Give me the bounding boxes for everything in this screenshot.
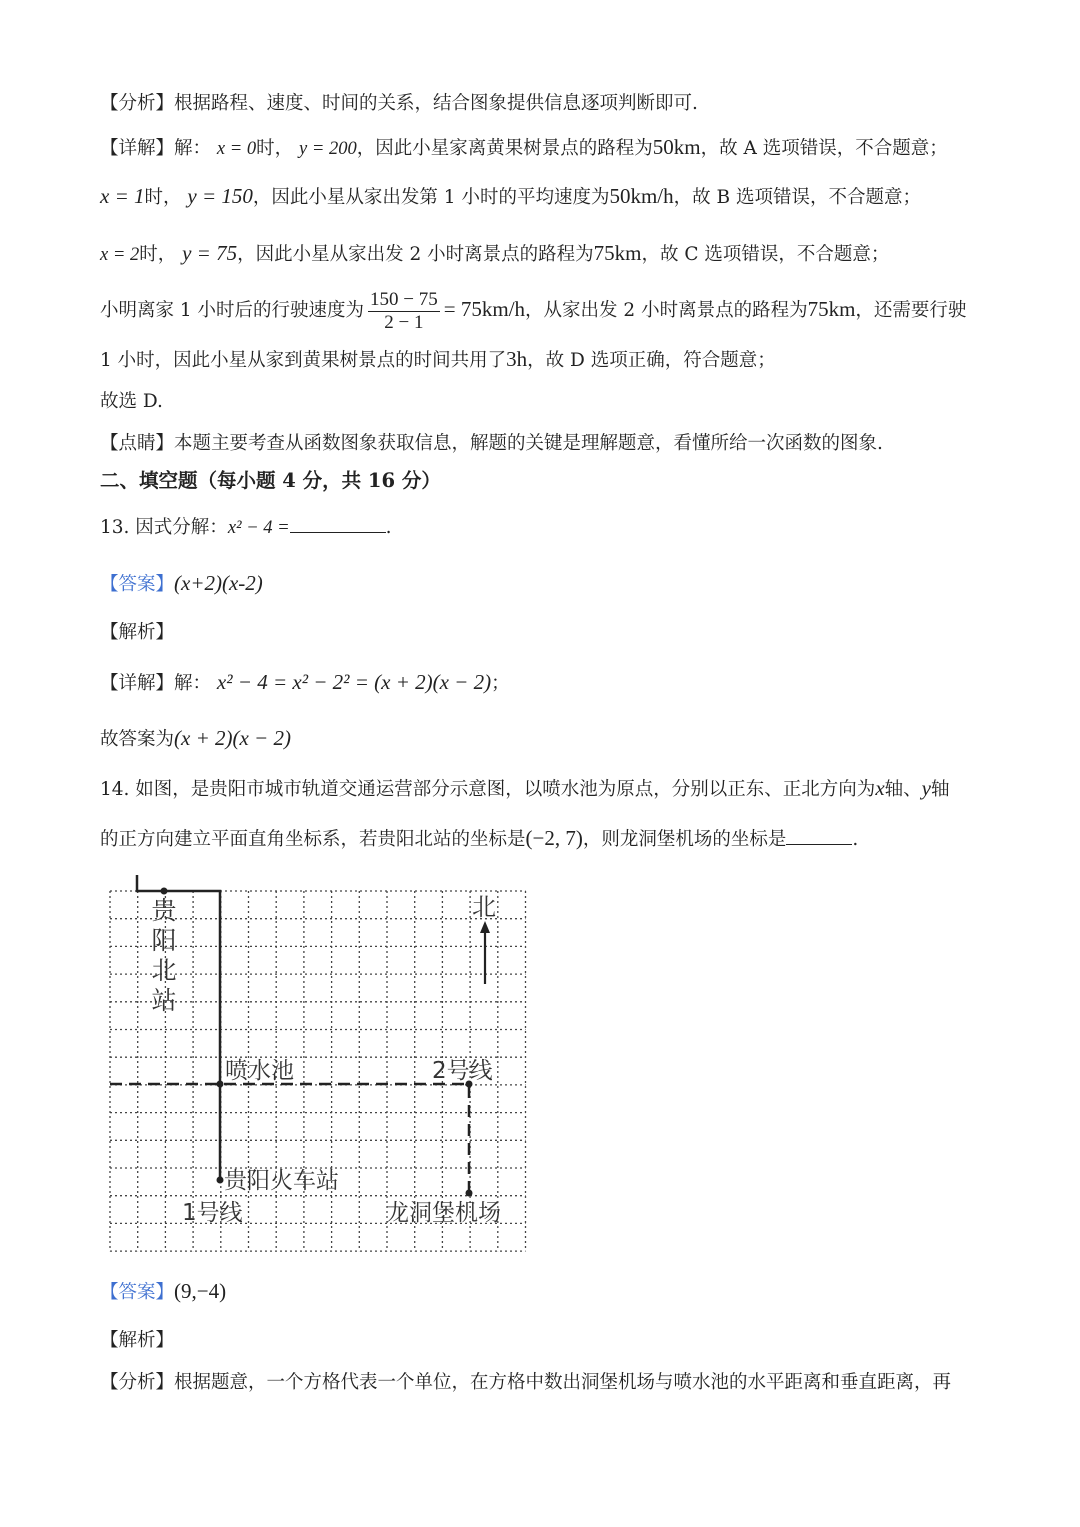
q14-stem-line-1 <box>100 775 984 803</box>
math-50kmh: 50km/h <box>609 184 674 208</box>
math-y: y <box>921 776 931 800</box>
fraction-numerator: 150 − 75 <box>370 288 438 310</box>
section-header: 二、填空题（每小题 4 分，共 16 分） <box>100 469 441 492</box>
north-arrow-icon <box>480 921 490 933</box>
line-1-track <box>137 875 220 1180</box>
text: ，则龙洞堡机场的坐标是 <box>582 829 787 850</box>
north-station-char-1: 贵 <box>151 896 177 925</box>
fountain-point <box>217 1081 224 1088</box>
detail-intro: 解： <box>174 673 212 694</box>
fountain-label: 喷水池 <box>225 1058 294 1084</box>
north-station-char-2: 阳 <box>151 926 177 955</box>
q12-detail-line-5 <box>100 346 984 374</box>
q13-jiexi-tag: 【解析】 <box>100 622 175 643</box>
fraction-denominator: 2 − 1 <box>384 311 424 333</box>
math-expression: (x + 2)(x − 2) <box>174 726 291 750</box>
math-x1: x = 1 <box>100 184 145 208</box>
math-50km: 50km <box>652 135 701 159</box>
q14-stem-line-2 <box>100 825 984 853</box>
answer-tag: 【答案】 <box>100 1282 175 1303</box>
math-coordinate: (−2, 7) <box>525 826 583 850</box>
analysis-tag: 【分析】 <box>100 1372 175 1393</box>
q13-answer <box>100 570 984 598</box>
text: ，故 B 选项错误，不合题意； <box>673 187 921 208</box>
detail-intro: 解： <box>174 138 212 159</box>
train-station-point <box>217 1177 224 1184</box>
math-expression: x² − 4 = x² − 2² = (x + 2)(x − 2) <box>216 670 492 694</box>
text: ，还需要行驶 <box>855 300 967 321</box>
text: 轴、 <box>884 779 922 800</box>
text: ，故 C 选项错误，不合题意； <box>641 244 890 265</box>
math-3h: 3h <box>506 347 528 371</box>
line-2-label: 2号线 <box>432 1058 493 1084</box>
text: ，从家出发 2 小时离景点的路程为 <box>525 300 808 321</box>
text: 时， <box>144 187 182 208</box>
analysis-tag: 【分析】 <box>100 93 175 114</box>
comment-tag: 【点睛】 <box>100 433 175 454</box>
text: . <box>385 517 392 538</box>
q14-jiexi-tag: 【解析】 <box>100 1330 175 1351</box>
answer-value: (x+2)(x-2) <box>174 571 263 595</box>
q12-detail-line-2 <box>100 183 984 211</box>
text: ，故 D 选项正确，符合题意； <box>527 350 776 371</box>
math-75kmh: = 75km/h <box>443 297 526 321</box>
train-station-label: 贵阳火车站 <box>224 1168 339 1194</box>
text: ，因此小星家离黄果树景点的路程为 <box>356 138 653 159</box>
north-label: 北 <box>472 893 496 921</box>
q12-comment <box>100 431 984 457</box>
text: 的正方向建立平面直角坐标系，若贵阳北站的坐标是 <box>100 829 526 850</box>
text: 故答案为 <box>100 729 175 750</box>
text: 轴 <box>930 779 950 800</box>
text: ，因此小星从家出发第 1 小时的平均速度为 <box>252 187 610 208</box>
q12-analysis <box>100 91 984 117</box>
answer-blank[interactable] <box>290 514 386 533</box>
text: ，因此小星从家出发 2 小时离景点的路程为 <box>237 244 594 265</box>
line-1-label: 1号线 <box>182 1200 243 1226</box>
answer-tag: 【答案】 <box>100 574 175 595</box>
text: . <box>852 829 859 850</box>
north-station-char-3: 北 <box>151 956 177 985</box>
text: 1 小时，因此小星从家到黄果树景点的时间共用了 <box>100 350 507 371</box>
q13-conclusion <box>100 725 984 753</box>
math-expression: x² − 4 = <box>227 518 290 538</box>
question-number: 13. 因式分解： <box>100 517 228 538</box>
math-y200: y = 200 <box>299 139 357 159</box>
math-x2: x = 2 <box>100 245 140 265</box>
text: 时， <box>139 244 177 265</box>
comment-text: 本题主要考查从函数图象获取信息，解题的关键是理解题意，看懂所给一次函数的图象. <box>174 433 883 454</box>
airport-label: 龙洞堡机场 <box>386 1200 501 1226</box>
answer-blank[interactable] <box>786 826 852 845</box>
math-75km: 75km <box>807 297 856 321</box>
station-point-north <box>161 888 168 895</box>
math-y75: y = 75 <box>182 241 238 265</box>
analysis-text: 根据题意，一个方格代表一个单位，在方格中数出洞堡机场与喷水池的水平距离和垂直距离，再 <box>174 1372 952 1393</box>
text: 小明离家 1 小时后的行驶速度为 <box>100 300 365 321</box>
math-x: x <box>875 776 885 800</box>
text: 时， <box>256 138 294 159</box>
airport-point <box>466 1190 473 1197</box>
q13-detail <box>100 669 984 697</box>
math-x0: x = 0 <box>216 139 257 159</box>
q14-analysis <box>100 1370 984 1396</box>
metro-map-figure <box>100 870 540 1260</box>
q12-detail-line-4 <box>100 286 984 334</box>
detail-tag: 【详解】 <box>100 138 175 159</box>
text: ； <box>491 673 510 694</box>
q12-choice: 故选 D. <box>100 391 163 412</box>
math-y150: y = 150 <box>187 184 253 208</box>
q14-answer <box>100 1278 984 1306</box>
text: ，故 A 选项错误，不合题意； <box>700 138 948 159</box>
detail-tag: 【详解】 <box>100 673 175 694</box>
north-station-char-4: 站 <box>151 986 177 1015</box>
q12-detail-line-3 <box>100 240 984 268</box>
answer-value: (9,−4) <box>174 1279 227 1303</box>
math-75km: 75km <box>593 241 642 265</box>
text: 14. 如图，是贵阳市城市轨道交通运营部分示意图，以喷水池为原点，分别以正东、正北方向为 <box>100 779 876 800</box>
analysis-text: 根据路程、速度、时间的关系，结合图象提供信息逐项判断即可. <box>174 93 698 114</box>
speed-fraction <box>368 289 440 334</box>
q12-detail-line-1 <box>100 134 984 162</box>
q13-stem <box>100 514 984 541</box>
